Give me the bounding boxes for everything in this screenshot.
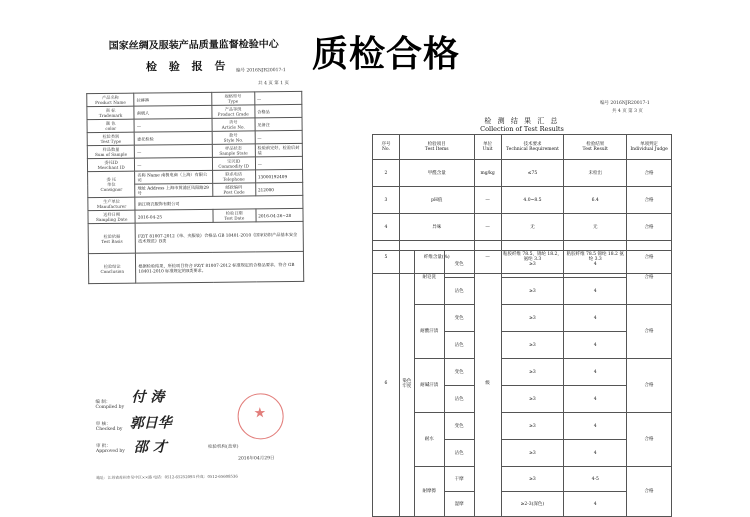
value-cell: 212000 [255,182,302,195]
test-results-page [372,98,672,507]
column-header: 序号 No. [373,135,400,160]
label-cell: 邮政编码 Post Code [212,183,255,196]
sub-item: 变色 [444,359,474,386]
label-cell: 产品等级 Product Grade [212,105,255,118]
column-header: 检验结果 Test Result [564,135,627,160]
value-cell: — [135,157,213,171]
value-cell: 2016-04-26~28 [256,208,303,221]
value-cell: — [255,156,302,169]
sub-item: 沾色 [444,278,474,305]
consignor-label: 委 托 单位 Consignor [88,171,136,197]
value-cell: — [255,130,302,143]
table-row: 5 纤维含量(%) — 粘胶纤维 78.5，锦纶 18.2，氨纶 3.3 粘胶纤维 78.5 锦纶 18.2 氨纶 3.3 合格 [373,241,672,274]
value-cell: 13000192409 [255,169,302,182]
value-cell: 南极人 [134,105,212,119]
unit-cell: 级 [474,251,501,517]
report-number: 编号 2016NJR20017-1 [235,68,286,74]
sub-item: 干摩 [444,467,474,492]
item-label: 染色牢度 [399,251,414,517]
signature: 付 涛 [131,389,165,406]
test-name: 耐酸汗渍 [414,305,444,359]
test-name: 耐摩擦 [414,467,444,517]
signature: 郭日华 [129,415,172,432]
page-info: 共 4 页 第 1 页 [258,81,290,87]
label-cell: 生产单位 Manufacturer [88,197,135,210]
value-cell: 合格品 [255,104,302,117]
value-cell: 根据检验结果，所检项目符合 FZ/T 81007-2012 标准规定的合格品要求，符合 GB 18401-2010 标准规定的B类要求。 [136,251,304,283]
test-name: 耐水 [414,413,444,467]
label-cell: 颜 色 color [87,119,134,132]
label-cell: 宝贝ID Commodity ID [212,157,255,170]
report-title: 检 验 报 告 [145,59,230,74]
sub-item: 沾色 [444,440,474,467]
results-title: 检 测 结 果 汇 总 [484,117,560,125]
label-cell: 检验类别 Test Type [87,132,134,145]
label-cell: 联系电话 Telephone [212,170,255,183]
signature-label: 审 核： Checked by [95,421,123,433]
label-cell: 检验依据 Test Basis [88,223,136,253]
stamp-caption: 检验机构(盖章) [207,444,239,450]
label-cell: 样品状态 Sample State [212,144,255,157]
consignor-address: 地址 Address 上海市黄浦区凤阳路29号 [135,183,213,197]
table-row: 3 pH值 — 4.0~8.5 6.4 合格 [373,187,672,214]
quality-passed-banner: 质检合格 [312,34,461,75]
consignor-name: 名称 Name 南极电商（上海）有限公司 [135,170,213,184]
label-cell: 规格型号 Type [211,92,254,105]
label-cell: 样品数量 Sum of Sample [87,145,134,158]
label-cell: 检验结论 Conclusion [88,253,136,283]
signature-label: 审 批： Approved by [95,443,125,455]
value-cell: 见备注 [255,117,302,130]
value-cell: 委托检验 [134,131,212,145]
report-footer: 地址：江苏省苏州市吴中区××路 电话：0512-65252093 传真：0512-65608536 [96,473,238,481]
column-header: 技术要求 Technical Requirement [501,135,564,160]
signature: 邵 才 [133,439,167,456]
institute-name: 国家丝绸及服装产品质量监督检验中心 [108,39,279,52]
test-name: 耐碱汗渍 [414,359,444,413]
label-cell: 货号 Article No. [212,118,255,131]
sub-item: 沾色 [444,386,474,413]
value-cell: 拉裤裤 [134,92,212,106]
label-cell: 产品名称 Product Name [87,93,134,106]
sub-item: 变色 [444,413,474,440]
label-cell: 送样日期 Sampling Date [88,210,135,223]
column-header: 检验项目 Test Items [399,135,474,160]
column-header: 单项判定 Individual Judge [627,135,672,160]
label-cell: 商 标 Trademark [87,106,134,119]
value-cell: FZ/T 81007-2012《单、夹服装》合格品 GB 18401-2010《国家纺织产品基本安全技术规范》B类 [135,221,303,253]
report-number: 编号 2016NJR20017-1 [600,101,650,106]
value-cell: 2016-04-25 [135,209,213,223]
test-name: 耐皂洗 [414,251,444,305]
row-number: 6 [373,251,400,517]
report-date: 2016年04月29日 [238,456,275,462]
results-title-en: Collection of Test Results [480,125,564,133]
sub-item: 变色 [444,305,474,332]
star-icon: ★ [253,405,267,422]
sub-item: 变色 [444,251,474,278]
color-fastness-table: 6 染色牢度 耐皂洗 变色 级 ≥3 4 合格 沾色 ≥3 4 耐酸汗渍 变色 ≥3 4 合格 沾色 ≥3 4 耐碱汗渍 变色 ≥3 4 合格 沾色 ≥3 4 耐水 变色 ≥3 4 合格 沾色 ≥3 4 耐摩擦 干摩 ≥3 4-5 合格 湿摩 ≥2-3(深色) 4 [372,250,672,517]
page-info: 共 4 页 第 3 页 [612,109,643,114]
sub-item: 沾色 [444,332,474,359]
value-cell: 浙江晓衣服饰有限公司 [135,195,303,210]
report-info-table [86,91,304,284]
official-seal [237,393,283,439]
value-cell: — [135,144,213,158]
inspection-report-cover [86,35,307,487]
sub-item: 湿摩 [444,492,474,517]
value-cell: — [134,118,212,132]
table-row: 4 异味 — 无 无 合格 [373,214,672,241]
label-cell: 款号 Style No. [212,131,255,144]
label-cell: 委托ID Merchant ID [87,158,134,171]
table-row: 2 甲醛含量 mg/kg ≤75 未检出 合格 [373,160,672,187]
label-cell: 检验日期 Test Date [213,209,256,222]
value-cell: 检验前完好，检验后封装 [255,143,302,156]
column-header: 单位 Unit [474,135,501,160]
value-cell: — [254,91,301,104]
signature-label: 编 制： Compiled by [95,399,125,411]
